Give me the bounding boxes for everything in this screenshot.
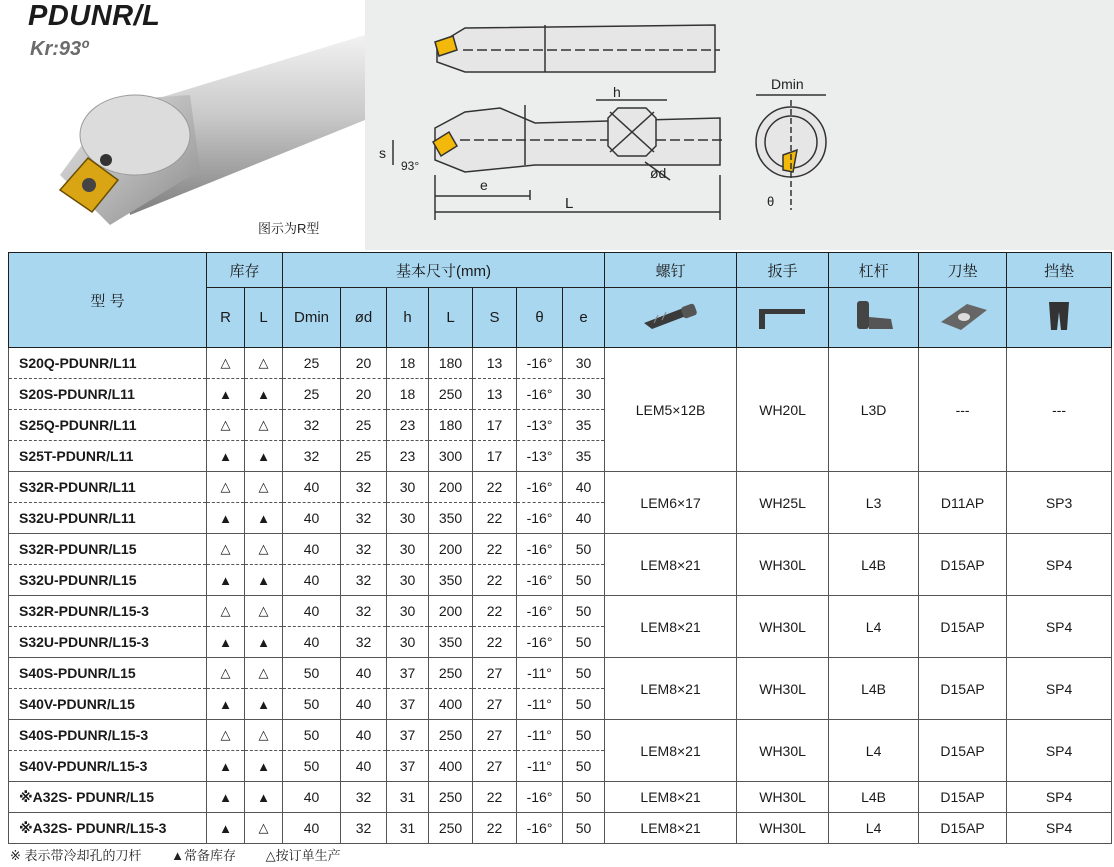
length-cell: 250 bbox=[429, 720, 473, 751]
length-cell: 350 bbox=[429, 627, 473, 658]
h-cell: 30 bbox=[387, 534, 429, 565]
dmin-cell: 40 bbox=[283, 503, 341, 534]
dim-angle-label: 93° bbox=[401, 159, 420, 173]
screw-cell: LEM8×21 bbox=[605, 720, 737, 782]
dim-s-label: s bbox=[379, 145, 386, 161]
stock-r-cell: △ bbox=[207, 472, 245, 503]
model-cell: S32U-PDUNR/L15-3 bbox=[9, 627, 207, 658]
theta-cell: -11° bbox=[517, 689, 563, 720]
table-row bbox=[9, 348, 1112, 379]
dimension-drawing bbox=[365, 0, 1114, 250]
e-cell: 35 bbox=[563, 441, 605, 472]
dmin-cell: 40 bbox=[283, 596, 341, 627]
stock-header: 库存 bbox=[207, 253, 283, 288]
technical-drawings bbox=[365, 0, 1114, 250]
stock-l-cell: ▲ bbox=[245, 565, 283, 596]
theta-cell: -16° bbox=[517, 472, 563, 503]
length-cell: 180 bbox=[429, 410, 473, 441]
h-cell: 18 bbox=[387, 379, 429, 410]
s-cell: 13 bbox=[473, 348, 517, 379]
dmin-view bbox=[756, 95, 826, 210]
length-cell: 400 bbox=[429, 751, 473, 782]
lever-cell: L4 bbox=[829, 720, 919, 782]
model-cell: S20S-PDUNR/L11 bbox=[9, 379, 207, 410]
length-cell: 250 bbox=[429, 782, 473, 813]
stock-r-cell: ▲ bbox=[207, 813, 245, 844]
footnote-to-order: △按订单生产 bbox=[265, 848, 341, 863]
col-header-theta: θ bbox=[517, 288, 563, 348]
model-cell: S40V-PDUNR/L15 bbox=[9, 689, 207, 720]
wrench-cell: WH20L bbox=[737, 348, 829, 472]
wrench-cell: WH30L bbox=[737, 813, 829, 844]
stock-l-cell: ▲ bbox=[245, 503, 283, 534]
stock-l-cell: △ bbox=[245, 658, 283, 689]
s-cell: 22 bbox=[473, 813, 517, 844]
pad-cell: SP4 bbox=[1007, 720, 1112, 782]
table-row bbox=[9, 534, 1112, 565]
col-header-dmin: Dmin bbox=[283, 288, 341, 348]
col-header-l: L bbox=[245, 288, 283, 348]
dim-e-label: e bbox=[480, 177, 488, 193]
wrench-cell: WH30L bbox=[737, 658, 829, 720]
lever-cell: L4 bbox=[829, 813, 919, 844]
od-cell: 40 bbox=[341, 720, 387, 751]
stock-r-cell: △ bbox=[207, 534, 245, 565]
theta-cell: -16° bbox=[517, 379, 563, 410]
pad-cell: SP4 bbox=[1007, 782, 1112, 813]
dmin-cell: 32 bbox=[283, 410, 341, 441]
e-cell: 40 bbox=[563, 503, 605, 534]
s-cell: 27 bbox=[473, 689, 517, 720]
s-cell: 27 bbox=[473, 720, 517, 751]
od-cell: 32 bbox=[341, 503, 387, 534]
pad-icon bbox=[1039, 298, 1079, 334]
e-cell: 30 bbox=[563, 348, 605, 379]
e-cell: 50 bbox=[563, 813, 605, 844]
lever-cell: L4 bbox=[829, 596, 919, 658]
s-cell: 22 bbox=[473, 782, 517, 813]
stock-r-cell: ▲ bbox=[207, 441, 245, 472]
e-cell: 50 bbox=[563, 627, 605, 658]
e-cell: 50 bbox=[563, 534, 605, 565]
pad-cell: SP3 bbox=[1007, 472, 1112, 534]
h-cell: 37 bbox=[387, 689, 429, 720]
od-cell: 20 bbox=[341, 379, 387, 410]
lever-header: 杠杆 bbox=[829, 253, 919, 288]
screw-header: 螺钉 bbox=[605, 253, 737, 288]
s-cell: 27 bbox=[473, 658, 517, 689]
s-cell: 22 bbox=[473, 503, 517, 534]
e-cell: 50 bbox=[563, 751, 605, 782]
length-cell: 300 bbox=[429, 441, 473, 472]
shim-cell: D11AP bbox=[919, 472, 1007, 534]
s-cell: 22 bbox=[473, 472, 517, 503]
pad-icon-cell bbox=[1007, 288, 1112, 348]
dmin-cell: 40 bbox=[283, 472, 341, 503]
wrench-header: 扳手 bbox=[737, 253, 829, 288]
table-row bbox=[9, 813, 1112, 844]
length-cell: 200 bbox=[429, 472, 473, 503]
shim-cell: D15AP bbox=[919, 596, 1007, 658]
s-cell: 22 bbox=[473, 565, 517, 596]
s-cell: 27 bbox=[473, 751, 517, 782]
od-cell: 25 bbox=[341, 441, 387, 472]
theta-cell: -16° bbox=[517, 596, 563, 627]
h-cell: 30 bbox=[387, 503, 429, 534]
stock-l-cell: ▲ bbox=[245, 627, 283, 658]
stock-r-cell: ▲ bbox=[207, 627, 245, 658]
model-header: 型 号 bbox=[9, 253, 207, 348]
stock-l-cell: △ bbox=[245, 348, 283, 379]
model-cell: S40V-PDUNR/L15-3 bbox=[9, 751, 207, 782]
image-caption: 图示为R型 bbox=[258, 221, 320, 236]
lever-cell: L4B bbox=[829, 782, 919, 813]
page-title: PDUNR/L bbox=[28, 0, 161, 32]
od-cell: 40 bbox=[341, 658, 387, 689]
e-cell: 40 bbox=[563, 472, 605, 503]
dmin-cell: 50 bbox=[283, 751, 341, 782]
h-cell: 30 bbox=[387, 472, 429, 503]
length-cell: 250 bbox=[429, 813, 473, 844]
s-cell: 17 bbox=[473, 410, 517, 441]
model-cell: ※A32S- PDUNR/L15-3 bbox=[9, 813, 207, 844]
stock-r-cell: ▲ bbox=[207, 565, 245, 596]
h-cell: 37 bbox=[387, 720, 429, 751]
dim-dmin-label: Dmin bbox=[771, 76, 804, 92]
screw-cell: LEM6×17 bbox=[605, 472, 737, 534]
theta-cell: -13° bbox=[517, 410, 563, 441]
length-cell: 350 bbox=[429, 503, 473, 534]
stock-l-cell: △ bbox=[245, 472, 283, 503]
pad-header: 挡垫 bbox=[1007, 253, 1112, 288]
od-cell: 32 bbox=[341, 534, 387, 565]
shim-cell: D15AP bbox=[919, 534, 1007, 596]
h-cell: 30 bbox=[387, 627, 429, 658]
length-cell: 200 bbox=[429, 534, 473, 565]
theta-cell: -16° bbox=[517, 813, 563, 844]
stock-l-cell: △ bbox=[245, 813, 283, 844]
stock-r-cell: ▲ bbox=[207, 689, 245, 720]
table-row bbox=[9, 658, 1112, 689]
col-header-od: ød bbox=[341, 288, 387, 348]
stock-l-cell: ▲ bbox=[245, 441, 283, 472]
dim-L-label: L bbox=[565, 195, 574, 212]
wrench-cell: WH30L bbox=[737, 596, 829, 658]
theta-cell: -11° bbox=[517, 658, 563, 689]
lever-cell: L3D bbox=[829, 348, 919, 472]
screw-icon-cell bbox=[605, 288, 737, 348]
col-header-s: S bbox=[473, 288, 517, 348]
wrench-icon-cell bbox=[737, 288, 829, 348]
dmin-cell: 50 bbox=[283, 720, 341, 751]
theta-cell: -16° bbox=[517, 503, 563, 534]
wrench-cell: WH30L bbox=[737, 782, 829, 813]
table-row bbox=[9, 782, 1112, 813]
h-cell: 31 bbox=[387, 813, 429, 844]
col-header-e: e bbox=[563, 288, 605, 348]
stock-r-cell: △ bbox=[207, 410, 245, 441]
pad-cell: --- bbox=[1007, 348, 1112, 472]
shim-cell: --- bbox=[919, 348, 1007, 472]
screw-cell: LEM8×21 bbox=[605, 658, 737, 720]
model-cell: ※A32S- PDUNR/L15 bbox=[9, 782, 207, 813]
theta-cell: -16° bbox=[517, 565, 563, 596]
model-cell: S32U-PDUNR/L15 bbox=[9, 565, 207, 596]
dims-header: 基本尺寸(mm) bbox=[283, 253, 605, 288]
theta-cell: -16° bbox=[517, 534, 563, 565]
dmin-cell: 40 bbox=[283, 782, 341, 813]
stock-r-cell: ▲ bbox=[207, 782, 245, 813]
model-cell: S32U-PDUNR/L11 bbox=[9, 503, 207, 534]
side-view-drawing bbox=[393, 105, 725, 220]
s-cell: 17 bbox=[473, 441, 517, 472]
e-cell: 35 bbox=[563, 410, 605, 441]
theta-cell: -11° bbox=[517, 720, 563, 751]
stock-l-cell: ▲ bbox=[245, 379, 283, 410]
e-cell: 50 bbox=[563, 782, 605, 813]
table-row bbox=[9, 596, 1112, 627]
col-header-r: R bbox=[207, 288, 245, 348]
col-header-h: h bbox=[387, 288, 429, 348]
h-cell: 30 bbox=[387, 565, 429, 596]
length-cell: 400 bbox=[429, 689, 473, 720]
lever-cell: L4B bbox=[829, 534, 919, 596]
wrench-cell: WH30L bbox=[737, 534, 829, 596]
catalog-header bbox=[0, 0, 1114, 252]
s-cell: 22 bbox=[473, 627, 517, 658]
model-cell: S40S-PDUNR/L15 bbox=[9, 658, 207, 689]
shim-icon-cell bbox=[919, 288, 1007, 348]
dmin-cell: 40 bbox=[283, 534, 341, 565]
stock-r-cell: ▲ bbox=[207, 379, 245, 410]
stock-l-cell: ▲ bbox=[245, 689, 283, 720]
lever-icon-cell bbox=[829, 288, 919, 348]
shim-cell: D15AP bbox=[919, 782, 1007, 813]
screw-cell: LEM8×21 bbox=[605, 596, 737, 658]
dmin-cell: 50 bbox=[283, 658, 341, 689]
pad-cell: SP4 bbox=[1007, 658, 1112, 720]
od-cell: 32 bbox=[341, 596, 387, 627]
product-photo bbox=[0, 0, 365, 250]
table-row bbox=[9, 472, 1112, 503]
od-cell: 20 bbox=[341, 348, 387, 379]
wrench-cell: WH25L bbox=[737, 472, 829, 534]
dim-theta-label: θ bbox=[767, 194, 775, 209]
theta-cell: -16° bbox=[517, 782, 563, 813]
model-cell: S32R-PDUNR/L15-3 bbox=[9, 596, 207, 627]
dmin-cell: 25 bbox=[283, 348, 341, 379]
screw-cell: LEM8×21 bbox=[605, 782, 737, 813]
s-cell: 13 bbox=[473, 379, 517, 410]
length-cell: 200 bbox=[429, 596, 473, 627]
shim-cell: D15AP bbox=[919, 720, 1007, 782]
h-cell: 37 bbox=[387, 658, 429, 689]
e-cell: 50 bbox=[563, 689, 605, 720]
shim-cell: D15AP bbox=[919, 813, 1007, 844]
col-header-length: L bbox=[429, 288, 473, 348]
h-cell: 31 bbox=[387, 782, 429, 813]
footnote bbox=[10, 845, 367, 864]
od-cell: 32 bbox=[341, 813, 387, 844]
h-cell: 18 bbox=[387, 348, 429, 379]
dmin-cell: 40 bbox=[283, 627, 341, 658]
s-cell: 22 bbox=[473, 534, 517, 565]
stock-r-cell: △ bbox=[207, 596, 245, 627]
od-cell: 32 bbox=[341, 472, 387, 503]
stock-l-cell: △ bbox=[245, 534, 283, 565]
dmin-cell: 25 bbox=[283, 379, 341, 410]
model-cell: S25T-PDUNR/L11 bbox=[9, 441, 207, 472]
stock-l-cell: △ bbox=[245, 596, 283, 627]
s-cell: 22 bbox=[473, 596, 517, 627]
spec-table bbox=[8, 252, 1112, 844]
h-cell: 30 bbox=[387, 596, 429, 627]
stock-r-cell: △ bbox=[207, 348, 245, 379]
stock-r-cell: ▲ bbox=[207, 751, 245, 782]
shim-icon bbox=[935, 300, 991, 332]
footnote-in-stock: ▲常备库存 bbox=[171, 848, 237, 863]
length-cell: 350 bbox=[429, 565, 473, 596]
model-cell: S25Q-PDUNR/L11 bbox=[9, 410, 207, 441]
od-cell: 32 bbox=[341, 782, 387, 813]
dim-h-label: h bbox=[613, 84, 621, 100]
model-cell: S20Q-PDUNR/L11 bbox=[9, 348, 207, 379]
dmin-cell: 32 bbox=[283, 441, 341, 472]
stock-l-cell: ▲ bbox=[245, 751, 283, 782]
lead-angle-label: Kr:93º bbox=[30, 38, 89, 60]
h-cell: 23 bbox=[387, 441, 429, 472]
model-cell: S32R-PDUNR/L15 bbox=[9, 534, 207, 565]
length-cell: 180 bbox=[429, 348, 473, 379]
e-cell: 30 bbox=[563, 379, 605, 410]
stock-r-cell: ▲ bbox=[207, 503, 245, 534]
od-cell: 25 bbox=[341, 410, 387, 441]
lever-cell: L3 bbox=[829, 472, 919, 534]
stock-r-cell: △ bbox=[207, 658, 245, 689]
theta-cell: -13° bbox=[517, 441, 563, 472]
model-cell: S40S-PDUNR/L15-3 bbox=[9, 720, 207, 751]
lever-cell: L4B bbox=[829, 658, 919, 720]
theta-cell: -16° bbox=[517, 348, 563, 379]
screw-icon bbox=[636, 301, 706, 331]
e-cell: 50 bbox=[563, 720, 605, 751]
dim-od-label: ød bbox=[650, 165, 667, 181]
wrench-cell: WH30L bbox=[737, 720, 829, 782]
od-cell: 32 bbox=[341, 565, 387, 596]
stock-l-cell: ▲ bbox=[245, 782, 283, 813]
table-row bbox=[9, 720, 1112, 751]
stock-l-cell: △ bbox=[245, 410, 283, 441]
lever-icon bbox=[849, 299, 899, 333]
screw-cell: LEM8×21 bbox=[605, 813, 737, 844]
theta-cell: -11° bbox=[517, 751, 563, 782]
stock-l-cell: △ bbox=[245, 720, 283, 751]
dmin-cell: 40 bbox=[283, 565, 341, 596]
e-cell: 50 bbox=[563, 596, 605, 627]
shim-header: 刀垫 bbox=[919, 253, 1007, 288]
od-cell: 32 bbox=[341, 627, 387, 658]
stock-r-cell: △ bbox=[207, 720, 245, 751]
pad-cell: SP4 bbox=[1007, 596, 1112, 658]
h-cell: 37 bbox=[387, 751, 429, 782]
e-cell: 50 bbox=[563, 565, 605, 596]
spec-table-body bbox=[9, 348, 1112, 844]
model-cell: S32R-PDUNR/L11 bbox=[9, 472, 207, 503]
dmin-cell: 40 bbox=[283, 813, 341, 844]
theta-cell: -16° bbox=[517, 627, 563, 658]
dmin-cell: 50 bbox=[283, 689, 341, 720]
od-cell: 40 bbox=[341, 751, 387, 782]
shim-cell: D15AP bbox=[919, 658, 1007, 720]
screw-cell: LEM8×21 bbox=[605, 534, 737, 596]
h-cell: 23 bbox=[387, 410, 429, 441]
pad-cell: SP4 bbox=[1007, 534, 1112, 596]
length-cell: 250 bbox=[429, 658, 473, 689]
screw-cell: LEM5×12B bbox=[605, 348, 737, 472]
length-cell: 250 bbox=[429, 379, 473, 410]
wrench-icon bbox=[753, 301, 813, 331]
od-cell: 40 bbox=[341, 689, 387, 720]
e-cell: 50 bbox=[563, 658, 605, 689]
footnote-coolant: ※ 表示带冷却孔的刀杆 bbox=[10, 848, 142, 863]
top-view-drawing bbox=[435, 25, 720, 72]
pad-cell: SP4 bbox=[1007, 813, 1112, 844]
